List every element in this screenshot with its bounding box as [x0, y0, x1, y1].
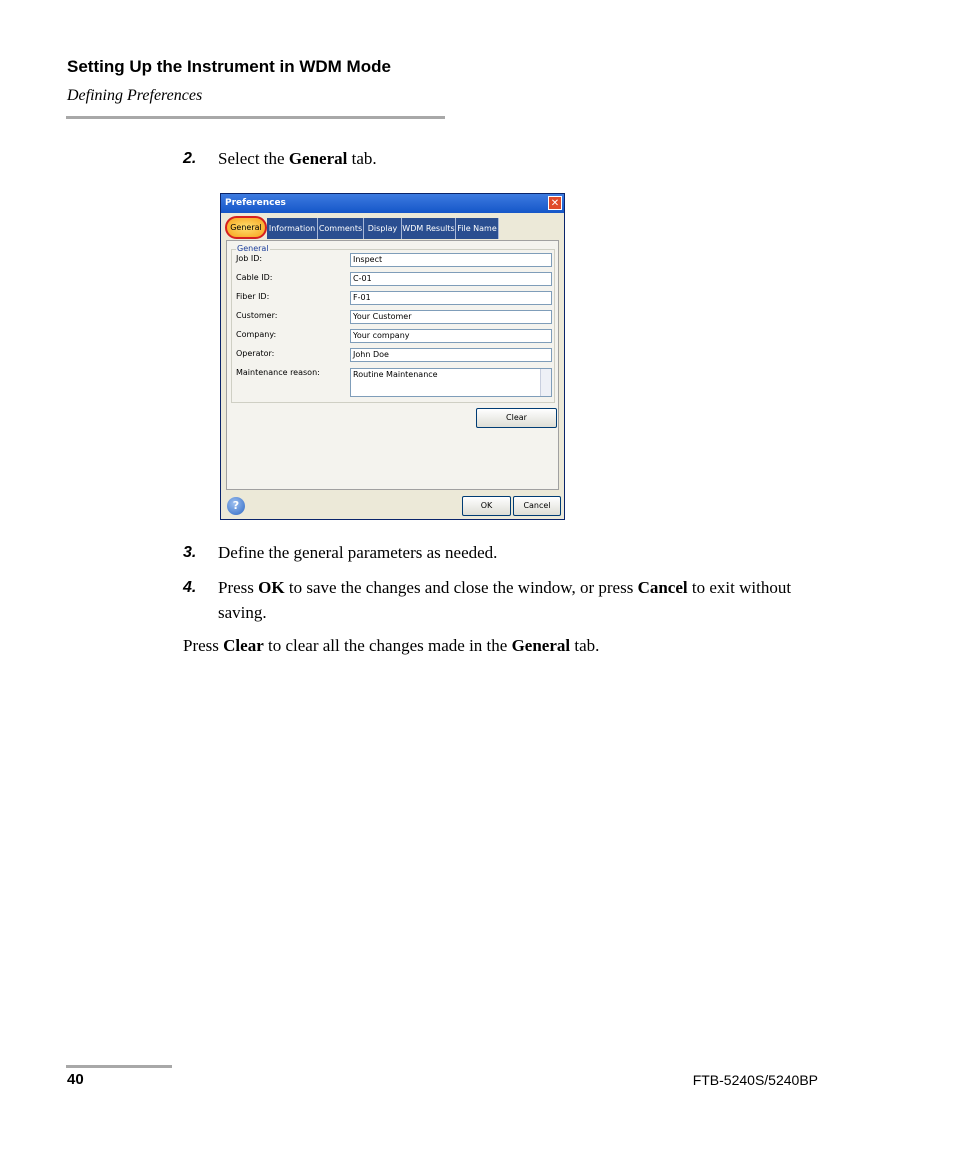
tab-wdm-results[interactable]: WDM Results — [402, 218, 456, 239]
maintenance-reason-label: Maintenance reason: — [236, 368, 320, 377]
step-number: 3. — [183, 544, 197, 561]
textarea-scrollbar[interactable] — [540, 369, 551, 396]
fiber-id-label: Fiber ID: — [236, 292, 270, 301]
tab-general[interactable]: General — [225, 216, 267, 239]
tab-comments[interactable]: Comments — [318, 218, 364, 239]
cable-id-field[interactable]: C-01 — [350, 272, 552, 286]
job-id-field[interactable]: Inspect — [350, 253, 552, 267]
cancel-button[interactable]: Cancel — [513, 496, 561, 516]
customer-label: Customer: — [236, 311, 278, 320]
dialog-title: Preferences — [221, 194, 564, 213]
group-label: General — [237, 244, 269, 253]
step-text: Define the general parameters as needed. — [218, 543, 498, 562]
preferences-dialog — [220, 193, 565, 520]
operator-label: Operator: — [236, 349, 275, 358]
company-field[interactable]: Your company — [350, 329, 552, 343]
cable-id-label: Cable ID: — [236, 273, 273, 282]
footer-rule — [66, 1065, 172, 1068]
operator-field[interactable]: John Doe — [350, 348, 552, 362]
page-header-title: Setting Up the Instrument in WDM Mode — [67, 57, 391, 76]
ok-button[interactable]: OK — [462, 496, 511, 516]
maintenance-reason-value: Routine Maintenance — [353, 370, 438, 379]
help-icon[interactable]: ? — [227, 497, 245, 515]
header-rule — [66, 116, 445, 119]
page-number: 40 — [67, 1071, 84, 1088]
tab-display[interactable]: Display — [364, 218, 402, 239]
company-label: Company: — [236, 330, 277, 339]
fiber-id-field[interactable]: F-01 — [350, 291, 552, 305]
maintenance-reason-field[interactable] — [350, 368, 552, 397]
tab-file-name[interactable]: File Name — [456, 218, 499, 239]
step-number: 2. — [183, 150, 197, 167]
clear-button[interactable]: Clear — [476, 408, 557, 428]
step-number: 4. — [183, 579, 197, 596]
customer-field[interactable]: Your Customer — [350, 310, 552, 324]
tab-information[interactable]: Information — [267, 218, 318, 239]
model-number: FTB-5240S/5240BP — [692, 1072, 818, 1088]
general-groupbox — [231, 244, 555, 403]
close-icon[interactable]: ✕ — [548, 196, 562, 210]
tab-bar — [224, 217, 561, 240]
step-text: Select the General tab. — [218, 149, 377, 168]
job-id-label: Job ID: — [236, 254, 263, 263]
general-panel — [226, 240, 559, 490]
clear-note: Press Clear to clear all the changes made in the General tab. — [183, 636, 600, 655]
step-text: Press OK to save the changes and close the window, or press Cancel to exit without saving. — [218, 578, 792, 622]
page-header-subtitle: Defining Preferences — [67, 87, 203, 104]
